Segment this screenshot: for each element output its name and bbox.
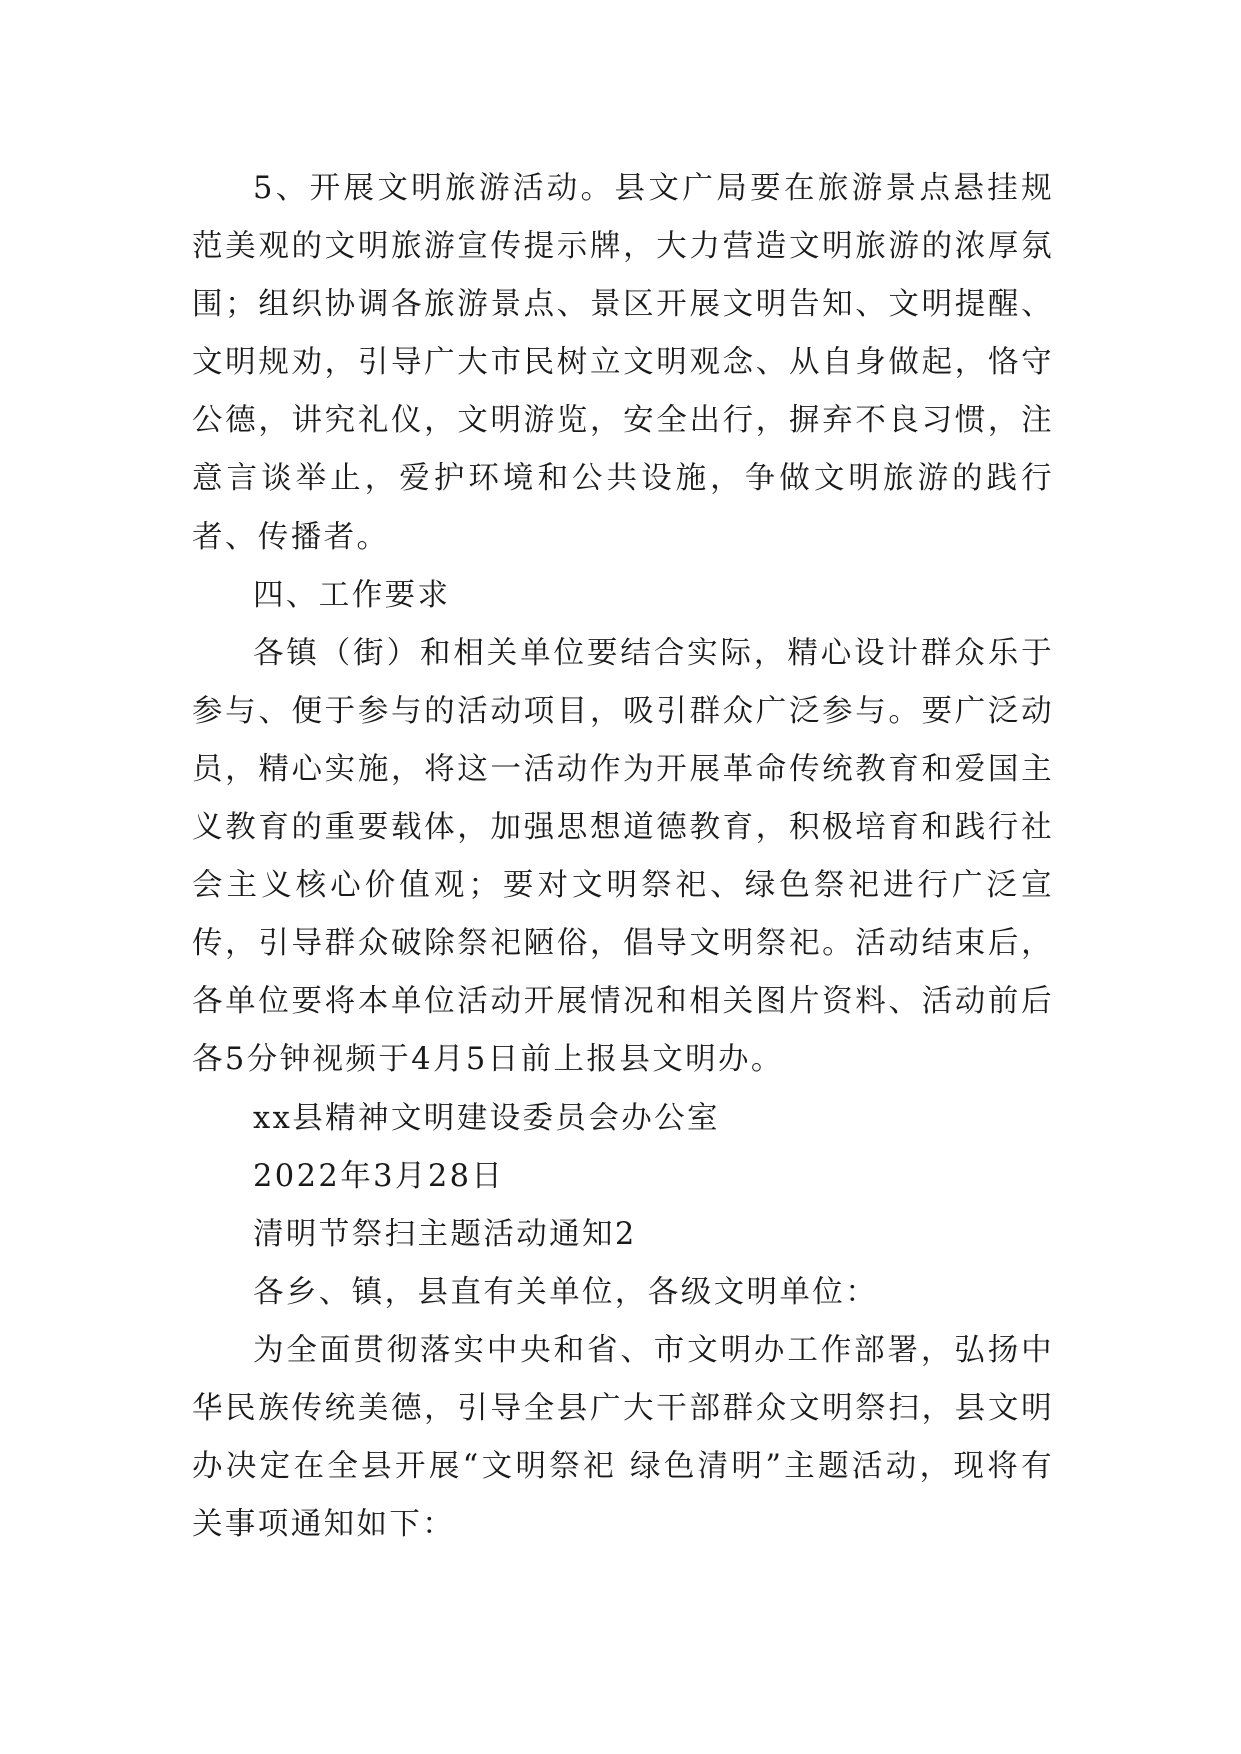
issue-date: 2022年3月28日	[253, 1158, 505, 1194]
paragraph-work-requirements: 各镇（街）和相关单位要结合实际，精心设计群众乐于参与、便于参与的活动项目，吸引群众广泛参与。要广泛动员，精心实施，将这一活动作为开展革命传统教育和爱国主义教育的重要载体，加强思想道德教育，积极培育和践行社会主义核心价值观；要对文明祭祀、绿色祭祀进行广泛宣传，引导群众破除祭祀陋俗，倡导文明祭祀。活动结束后，各单位要将本单位活动开展情况和相关图片资料、活动前后各5分钟视频于4月5日前上报县文明办。	[192, 635, 1054, 1078]
section-heading-work-requirements: 四、工作要求	[253, 577, 451, 613]
document-body	[192, 160, 1054, 1554]
notice-recipients: 各乡、镇，县直有关单位，各级文明单位：	[253, 1274, 879, 1310]
issuing-office: xx县精神文明建设委员会办公室	[253, 1100, 720, 1136]
paragraph-tourism-activity: 5、开展文明旅游活动。县文广局要在旅游景点悬挂规范美观的文明旅游宣传提示牌，大力营造文明旅游的浓厚氛围；组织协调各旅游景点、景区开展文明告知、文明提醒、文明规劝，引导广大市民树立文明观念、从自身做起，恪守公德，讲究礼仪，文明游览，安全出行，摒弃不良习惯，注意言谈举止，爱护环境和公共设施，争做文明旅游的践行者、传播者。	[192, 171, 1054, 555]
paragraph-notice-intro: 为全面贯彻落实中央和省、市文明办工作部署，弘扬中华民族传统美德，引导全县广大干部群众文明祭扫，县文明办决定在全县开展“文明祭祀 绿色清明”主题活动，现将有关事项通知如下：	[192, 1332, 1054, 1543]
notice-title: 清明节祭扫主题活动通知2	[253, 1216, 637, 1252]
